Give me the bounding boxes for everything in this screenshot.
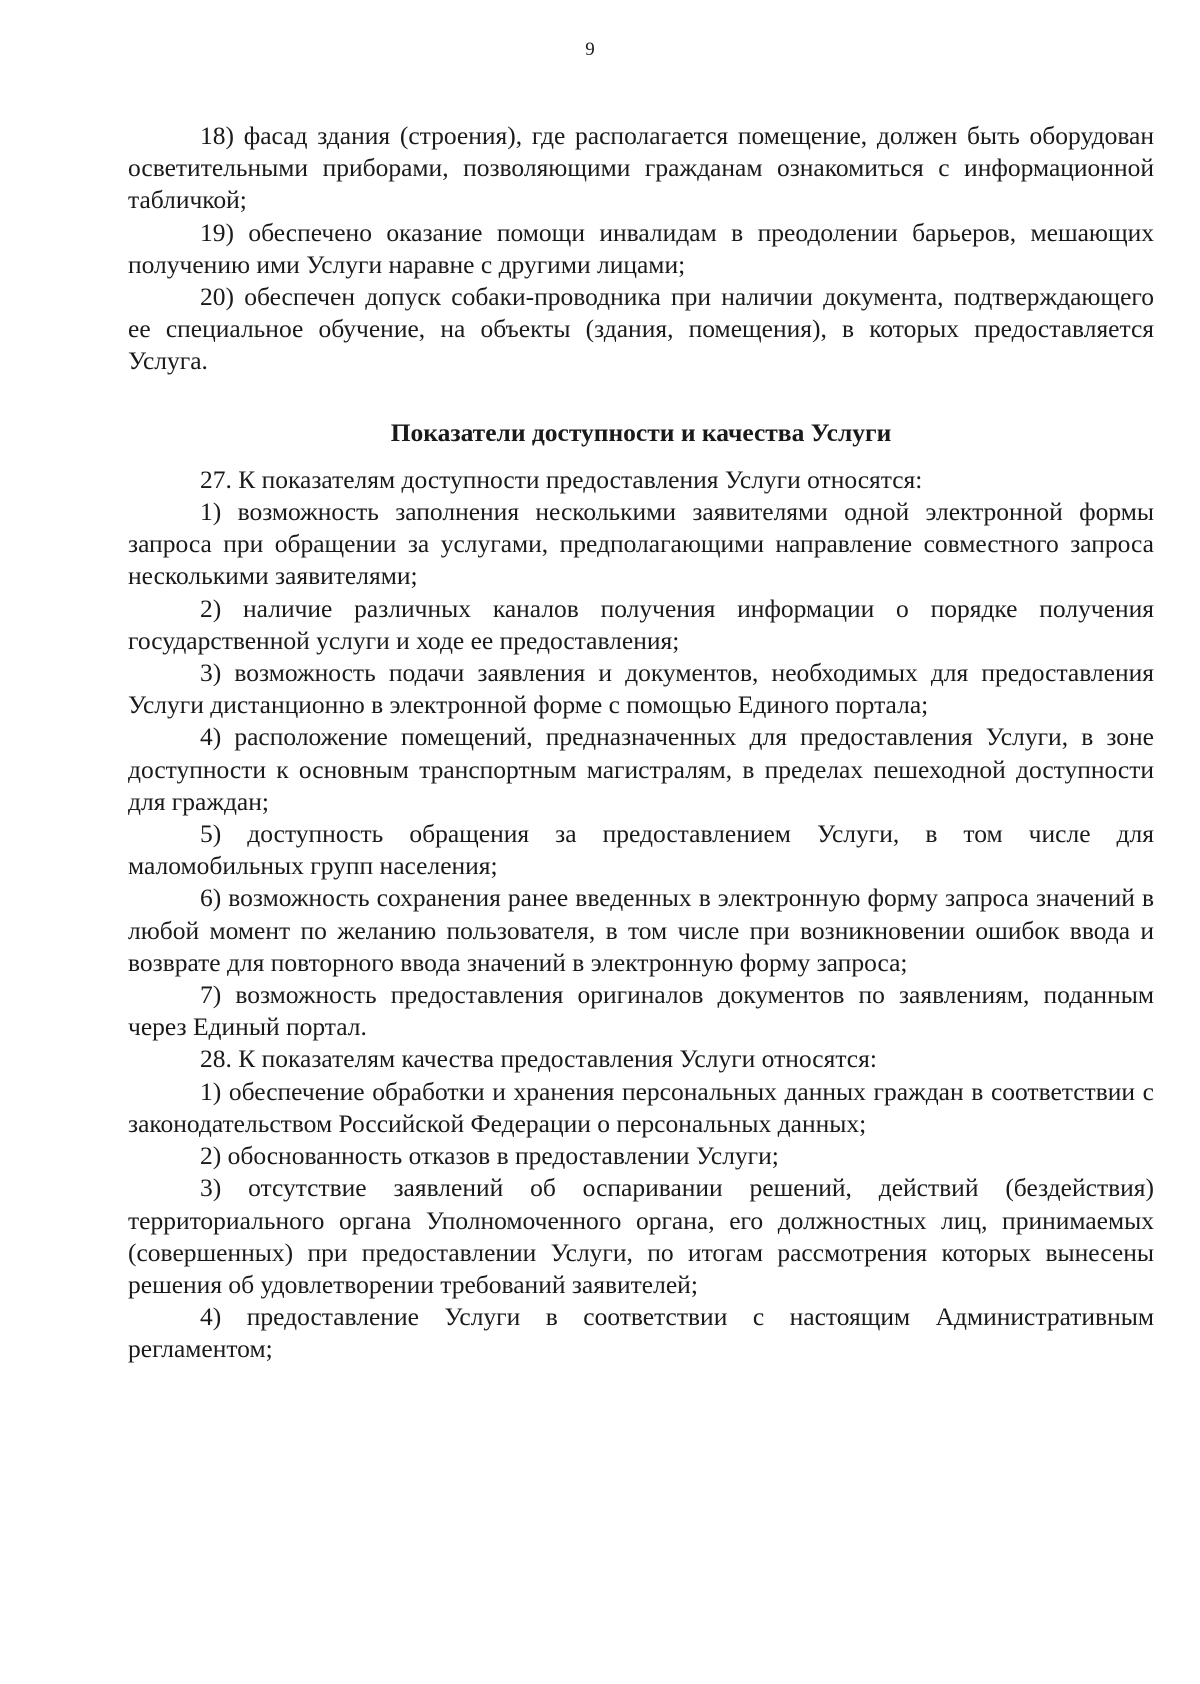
paragraph-28-item-3: 3) отсутствие заявлений об оспаривании решений, действий (бездействия) территориального органа Уполномоченного органа, его должностных лиц, принимаемых (совершенных) при предоставлении Услуги, по итогам рассмотрения которых вынесены решения об удовлетворении требований заявителей;	[128, 1173, 1154, 1299]
paragraph-clause-28: 28. К показателям качества предоставления Услуги относятся:	[200, 1044, 877, 1074]
document-body	[128, 120, 1154, 1366]
page-number: 9	[585, 39, 595, 60]
paragraph-28-item-4: 4) предоставление Услуги в соответствии с настоящим Административным регламентом;	[128, 1302, 1154, 1364]
paragraph-27-item-3: 3) возможность подачи заявления и документов, необходимых для предоставления Услуги дистанционно в электронной форме с помощью Единого портала;	[128, 658, 1154, 720]
section-heading: Показатели доступности и качества Услуги	[390, 417, 892, 447]
paragraph-27-item-2: 2) наличие различных каналов получения информации о порядке получения государственной услуги и ходе ее предоставления;	[128, 593, 1154, 655]
paragraph-27-item-7: 7) возможность предоставления оригиналов документов по заявлениям, поданным через Единый портал.	[128, 980, 1154, 1042]
paragraph-item-19: 19) обеспечено оказание помощи инвалидам в преодолении барьеров, мешающих получению ими Услуги наравне с другими лицами;	[128, 217, 1154, 279]
paragraph-28-item-2: 2) обоснованность отказов в предоставлении Услуги;	[200, 1141, 779, 1171]
paragraph-27-item-1: 1) возможность заполнения несколькими заявителями одной электронной формы запроса при обращении за услугами, предполагающими направление совместного запроса несколькими заявителями;	[128, 497, 1154, 591]
paragraph-27-item-4: 4) расположение помещений, предназначенных для предоставления Услуги, в зоне доступности к основным транспортным магистралям, в пределах пешеходной доступности для граждан;	[128, 722, 1154, 816]
paragraph-27-item-5: 5) доступность обращения за предоставлением Услуги, в том числе для маломобильных групп населения;	[128, 819, 1154, 881]
paragraph-clause-27: 27. К показателям доступности предоставления Услуги относятся:	[200, 464, 923, 494]
paragraph-28-item-1: 1) обеспечение обработки и хранения персональных данных граждан в соответствии с законодательством Российской Федерации о персональных данных;	[128, 1076, 1154, 1138]
paragraph-item-18: 18) фасад здания (строения), где располагается помещение, должен быть оборудован осветительными приборами, позволяющими гражданам ознакомиться с информационной табличкой;	[128, 121, 1154, 215]
paragraph-item-20: 20) обеспечен допуск собаки-проводника при наличии документа, подтверждающего ее специальное обучение, на объекты (здания, помещения), в которых предоставляется Услуга.	[128, 282, 1154, 376]
paragraph-27-item-6: 6) возможность сохранения ранее введенных в электронную форму запроса значений в любой момент по желанию пользователя, в том числе при возникновении ошибок ввода и возврате для повторного ввода значений в электронную форму запроса;	[128, 883, 1154, 977]
